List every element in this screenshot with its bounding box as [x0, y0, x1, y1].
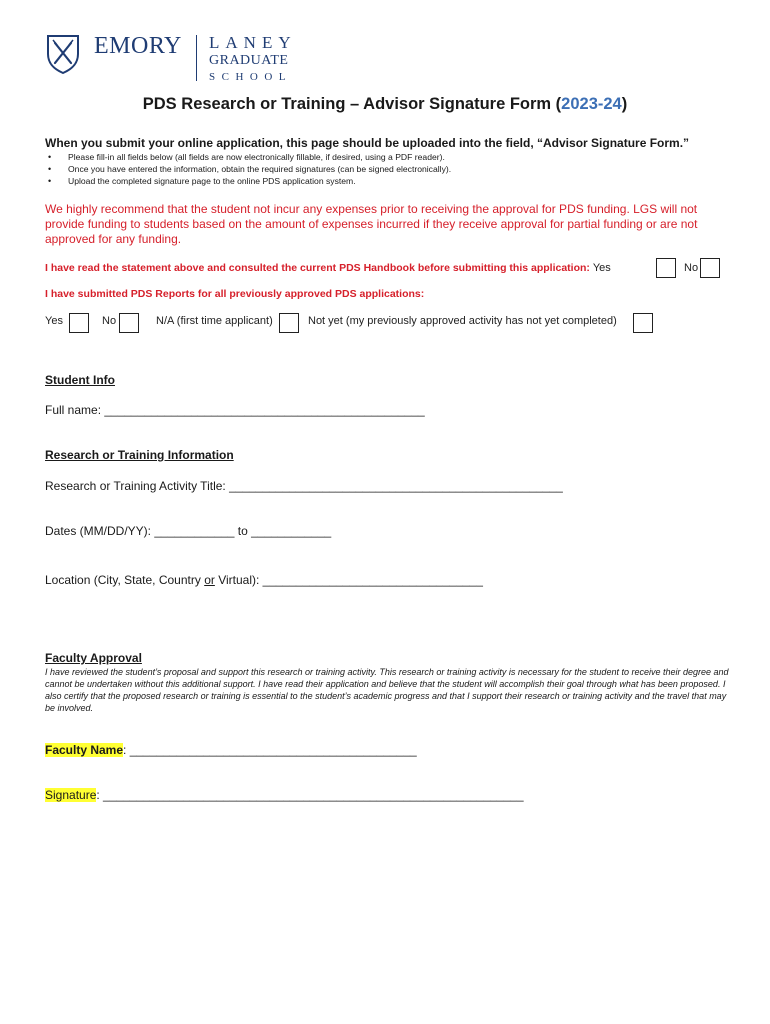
page-title [0, 95, 770, 114]
faculty-approval-heading: Faculty Approval [45, 651, 142, 665]
title-main: PDS Research or Training – Advisor Signature Form ( [142, 95, 562, 113]
ack-statement [45, 262, 611, 274]
reports-yes-label: Yes [45, 315, 63, 327]
logo-emory: EMORY [94, 33, 182, 59]
reports-notyet-checkbox[interactable] [633, 313, 653, 333]
reports-na-checkbox[interactable] [279, 313, 299, 333]
student-info-heading: Student Info [45, 373, 115, 387]
faculty-name-field[interactable] [45, 743, 417, 757]
list-item: • Please fill-in all fields below (all fields are now electronically fillable, if desired, using a PDF reader). [45, 151, 451, 163]
faculty-name-label: Faculty Name [45, 743, 124, 757]
dates-field[interactable]: Dates (MM/DD/YY): ____________ to ____________ [45, 524, 332, 538]
logo-school: SCHOOL [209, 71, 293, 83]
reports-yes-checkbox[interactable] [69, 313, 89, 333]
faculty-name-line: : ___________________________________________ [123, 743, 417, 757]
ack-no-label: No [684, 262, 699, 274]
location-or: or [204, 573, 215, 587]
reports-no-checkbox[interactable] [119, 313, 139, 333]
logo-graduate: GRADUATE [209, 53, 289, 68]
logo-divider [196, 35, 197, 81]
logo-laney: LANEY [209, 33, 297, 52]
research-info-heading: Research or Training Information [45, 448, 234, 462]
reports-na-label: N/A (first time applicant) [156, 315, 273, 327]
full-name-field[interactable]: Full name: ________________________________________________ [45, 403, 425, 417]
list-item: • Once you have entered the information, obtain the required signatures (can be signed electronically). [45, 163, 451, 175]
ack-no-checkbox[interactable] [700, 258, 720, 278]
emory-shield-logo [46, 34, 80, 74]
reports-notyet-label: Not yet (my previously approved activity has not yet completed) [308, 315, 617, 327]
activity-title-field[interactable]: Research or Training Activity Title: __________________________________________________ [45, 479, 563, 493]
title-year: 2023-24 [561, 95, 622, 113]
list-item: • Upload the completed signature page to the online PDS application system. [45, 175, 451, 187]
signature-label: Signature [45, 788, 97, 802]
location-label: Location (City, State, Country [45, 573, 205, 587]
reports-statement: I have submitted PDS Reports for all previously approved PDS applications: [45, 288, 425, 300]
location-field[interactable] [45, 573, 483, 587]
location-line: Virtual): _________________________________ [214, 573, 483, 587]
ack-text: I have read the statement above and consulted the current PDS Handbook before submitting this application: [45, 262, 590, 274]
ack-yes-label: Yes [592, 262, 611, 274]
signature-field[interactable] [45, 788, 524, 802]
signature-line: : _______________________________________________________________ [96, 788, 524, 802]
instruction-list [45, 151, 451, 188]
faculty-statement: I have reviewed the student’s proposal and support this research or training activity. This research or training activity is necessary for the student to receive their degree and cannot be undertaken without this additional support. I have read their application and believe that the student will accomplish their goal through what has been proposed. I also certify that the proposed research or training is essential to the student’s academic progress and that I support their research or training activity and the travel that may be involved. [45, 667, 729, 713]
intro-text: When you submit your online application, this page should be uploaded into the field, “Advisor Signature Form.” [45, 136, 690, 150]
title-close: ) [621, 95, 628, 113]
reports-no-label: No [102, 315, 117, 327]
ack-yes-checkbox[interactable] [656, 258, 676, 278]
funding-warning: We highly recommend that the student not incur any expenses prior to receiving the approval for PDS funding. LGS will not provide funding to students based on the amount of expenses incurred if they receive approval for partial funding or are not approved for any funding. [45, 202, 698, 246]
